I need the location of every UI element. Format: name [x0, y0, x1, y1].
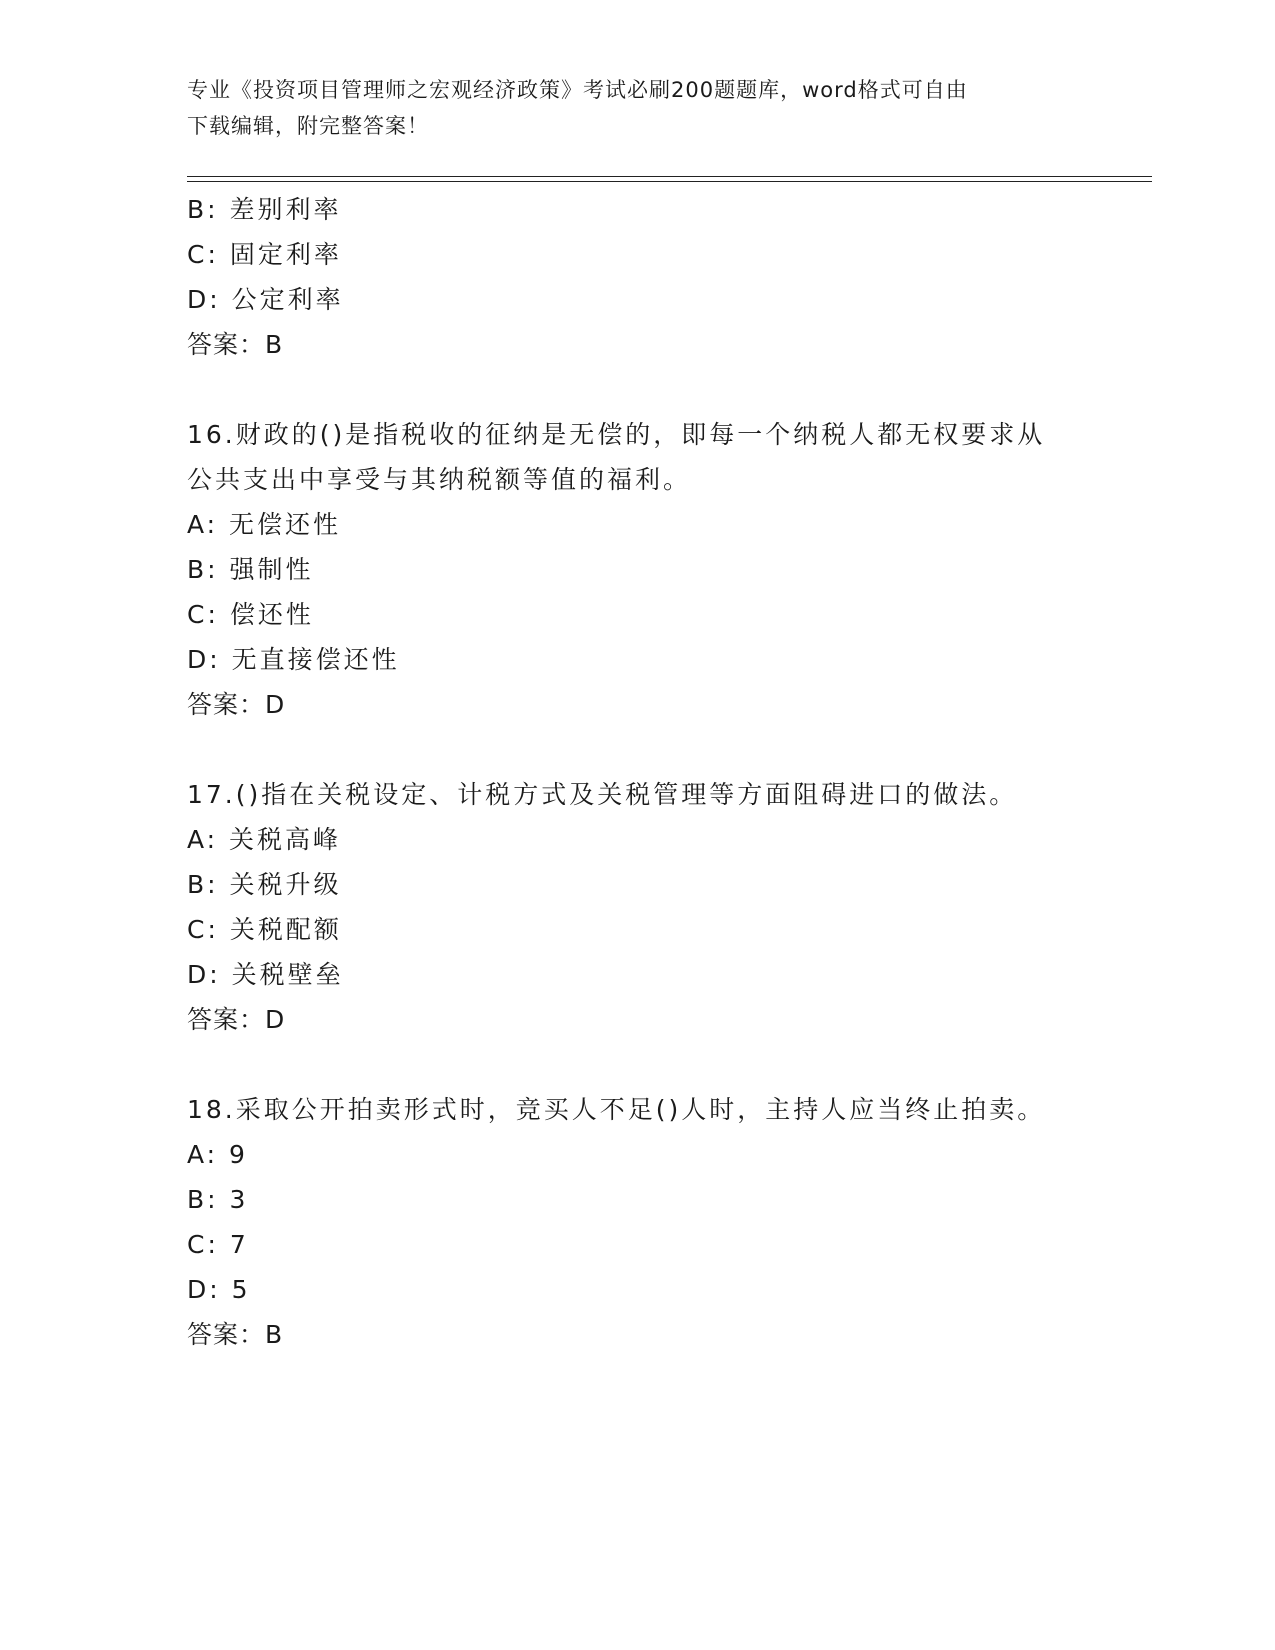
q18-option-a: A: 9: [187, 1140, 248, 1169]
q15-option-c: C: 固定利率: [187, 240, 342, 269]
q17-option-a: A: 关税高峰: [187, 825, 342, 854]
q15-option-b: B: 差别利率: [187, 195, 342, 224]
q17-option-b: B: 关税升级: [187, 870, 342, 899]
q18-option-b: B: 3: [187, 1185, 249, 1214]
q16-answer: 答案：D: [187, 690, 286, 719]
q18-answer: 答案：B: [187, 1320, 284, 1349]
q16-option-b: B: 强制性: [187, 555, 314, 584]
q17-option-c: C: 关税配额: [187, 915, 342, 944]
document-header: [187, 72, 1087, 144]
q16-option-c: C: 偿还性: [187, 600, 314, 629]
q17-stem-line-1: 17.()指在关税设定、计税方式及关税管理等方面阻碍进口的做法。: [187, 780, 1018, 809]
q18-option-d: D: 5: [187, 1275, 251, 1304]
header-divider-bottom: [187, 181, 1152, 182]
header-divider-top: [187, 176, 1152, 177]
q16-stem-line-1: 16.财政的()是指税收的征纳是无偿的，即每一个纳税人都无权要求从: [187, 420, 1046, 449]
q17-answer: 答案：D: [187, 1005, 286, 1034]
q18-stem-line-1: 18.采取公开拍卖形式时，竞买人不足()人时，主持人应当终止拍卖。: [187, 1095, 1046, 1124]
q16-option-a: A: 无偿还性: [187, 510, 342, 539]
header-line-2: 下载编辑，附完整答案！: [187, 114, 429, 138]
q15-answer: 答案：B: [187, 330, 284, 359]
q17-option-d: D: 关税壁垒: [187, 960, 344, 989]
header-line-1: 专业《投资项目管理师之宏观经济政策》考试必刷200题题库，word格式可自由: [187, 78, 968, 102]
q16-option-d: D: 无直接偿还性: [187, 645, 400, 674]
q16-stem-line-2: 公共支出中享受与其纳税额等值的福利。: [187, 465, 692, 494]
q15-option-d: D: 公定利率: [187, 285, 344, 314]
q18-option-c: C: 7: [187, 1230, 249, 1259]
